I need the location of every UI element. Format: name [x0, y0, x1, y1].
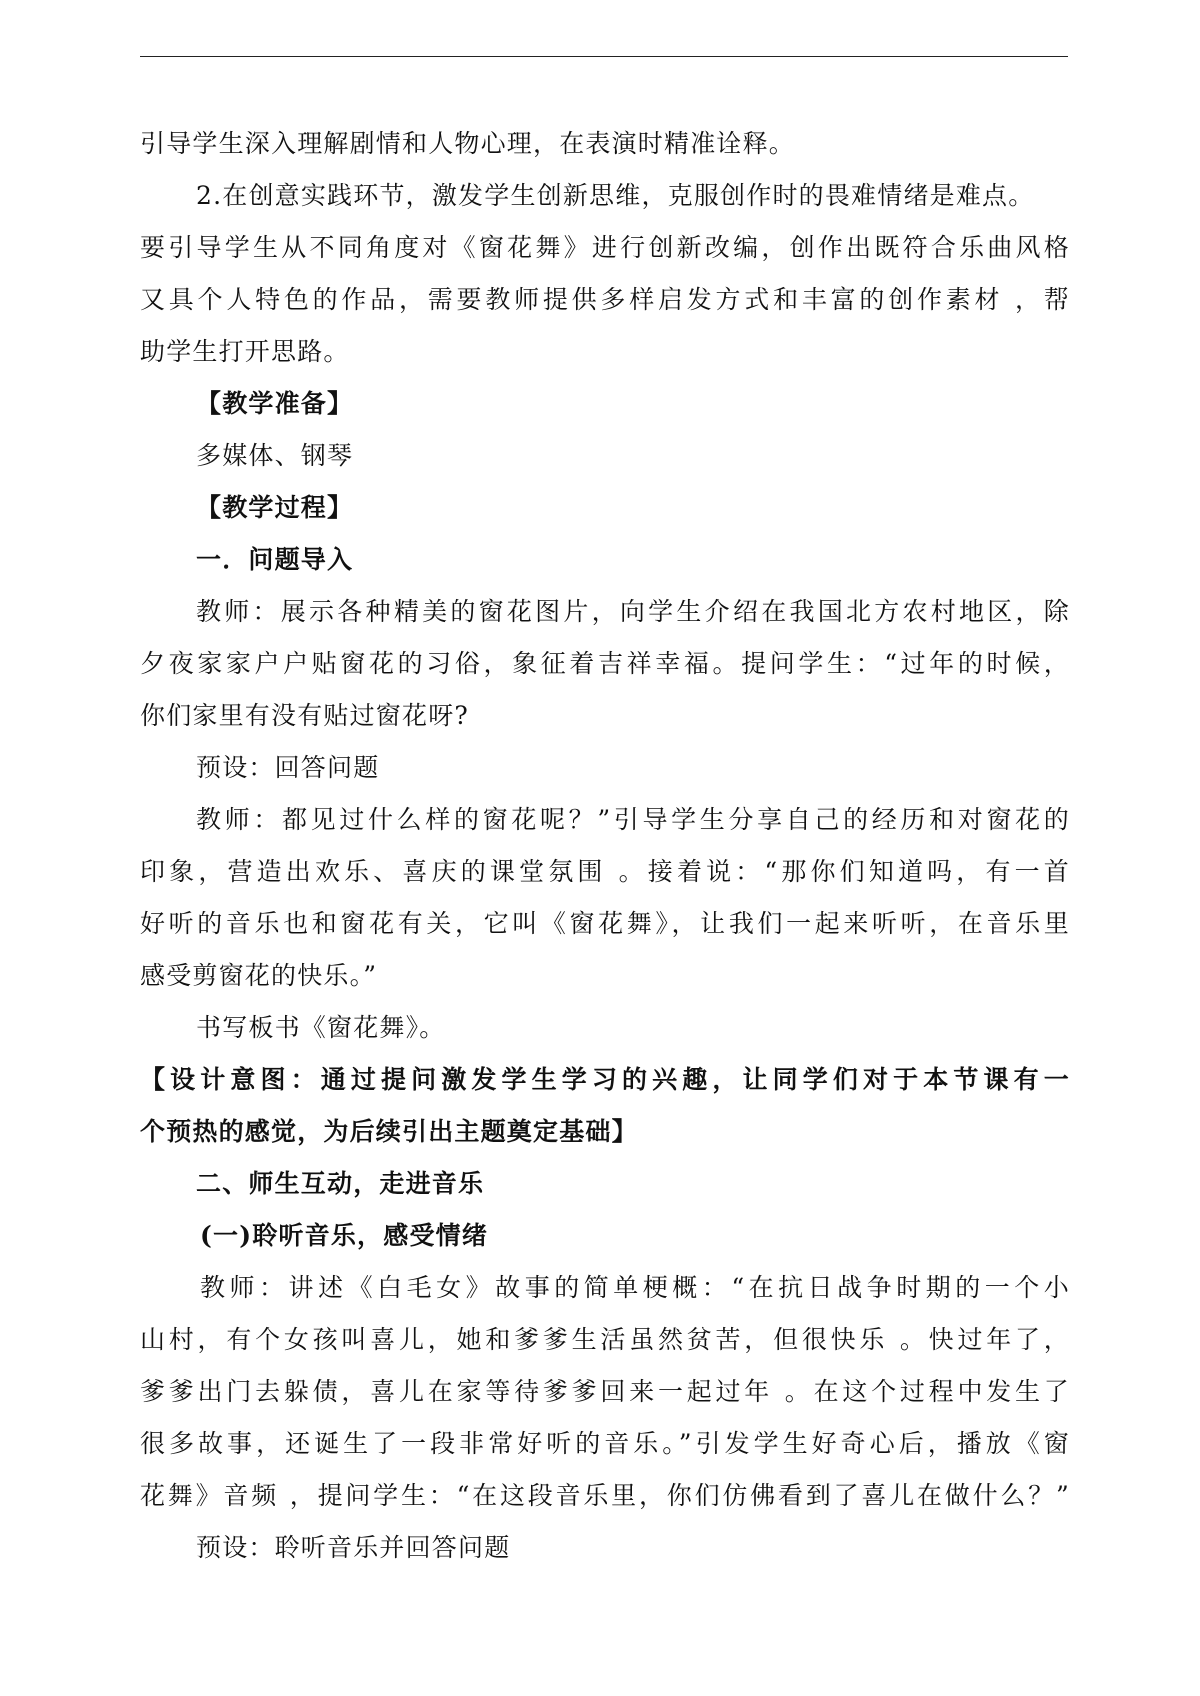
paragraph-line: 很多故事，还诞生了一段非常好听的音乐。”引发学生好奇心后，播放《窗: [140, 1429, 1070, 1458]
paragraph-line: 花舞》音频 ，提问学生：“在这段音乐里，你们仿佛看到了喜儿在做什么？”: [140, 1481, 1070, 1510]
paragraph-line: 又具个人特色的作品，需要教师提供多样启发方式和丰富的创作素材 ，帮: [140, 285, 1070, 314]
paragraph-line: 感受剪窗花的快乐。”: [140, 961, 378, 990]
design-intent-line: 个预热的感觉，为后续引出主题奠定基础】: [140, 1117, 638, 1146]
header-rule: [140, 56, 1068, 57]
paragraph-line: 好听的音乐也和窗花有关，它叫《窗花舞》，让我们一起来听听，在音乐里: [140, 909, 1070, 938]
paragraph-line: 爹爹出门去躲债，喜儿在家等待爹爹回来一起过年 。在这个过程中发生了: [140, 1377, 1070, 1406]
paragraph-line: 夕夜家家户户贴窗花的习俗，象征着吉祥幸福。提问学生：“过年的时候，: [140, 649, 1070, 678]
paragraph-line: 预设：聆听音乐并回答问题: [196, 1533, 511, 1562]
paragraph-line: 多媒体、钢琴: [196, 441, 354, 470]
paragraph-line: 引导学生深入理解剧情和人物心理，在表演时精准诠释。: [140, 129, 796, 158]
section-heading-teaching-process: 【教学过程】: [196, 493, 354, 522]
paragraph-line: 要引导学生从不同角度对《窗花舞》进行创新改编，创作出既符合乐曲风格: [140, 233, 1070, 262]
paragraph-line: 2.在创意实践环节，激发学生创新思维，克服创作时的畏难情绪是难点。: [196, 181, 1035, 210]
subsection-heading-interaction: 二、师生互动，走进音乐: [196, 1169, 485, 1198]
paragraph-line: 教师：展示各种精美的窗花图片，向学生介绍在我国北方农村地区，除: [196, 597, 1070, 626]
paragraph-line: 教师：都见过什么样的窗花呢？”引导学生分享自己的经历和对窗花的: [196, 805, 1070, 834]
document-body: [140, 118, 1070, 1574]
paragraph-line: 助学生打开思路。: [140, 337, 350, 366]
section-heading-teaching-preparation: 【教学准备】: [196, 389, 354, 418]
paragraph-line: 预设：回答问题: [196, 753, 380, 782]
paragraph-line: 印象，营造出欢乐、喜庆的课堂氛围 。接着说：“那你们知道吗，有一首: [140, 857, 1070, 886]
paragraph-line: 教师：讲述《白毛女》故事的简单梗概：“在抗日战争时期的一个小: [200, 1273, 1070, 1302]
design-intent-line: 【设计意图：通过提问激发学生学习的兴趣，让同学们对于本节课有一: [140, 1065, 1070, 1094]
paragraph-line: 书写板书《窗花舞》。: [196, 1013, 446, 1042]
sub-subsection-heading-listening: (一)聆听音乐，感受情绪: [200, 1221, 489, 1250]
paragraph-line: 山村，有个女孩叫喜儿，她和爹爹生活虽然贫苦，但很快乐 。快过年了，: [140, 1325, 1070, 1354]
paragraph-line: 你们家里有没有贴过窗花呀?: [140, 701, 470, 730]
subsection-heading-question-intro: 一．问题导入: [196, 545, 354, 574]
